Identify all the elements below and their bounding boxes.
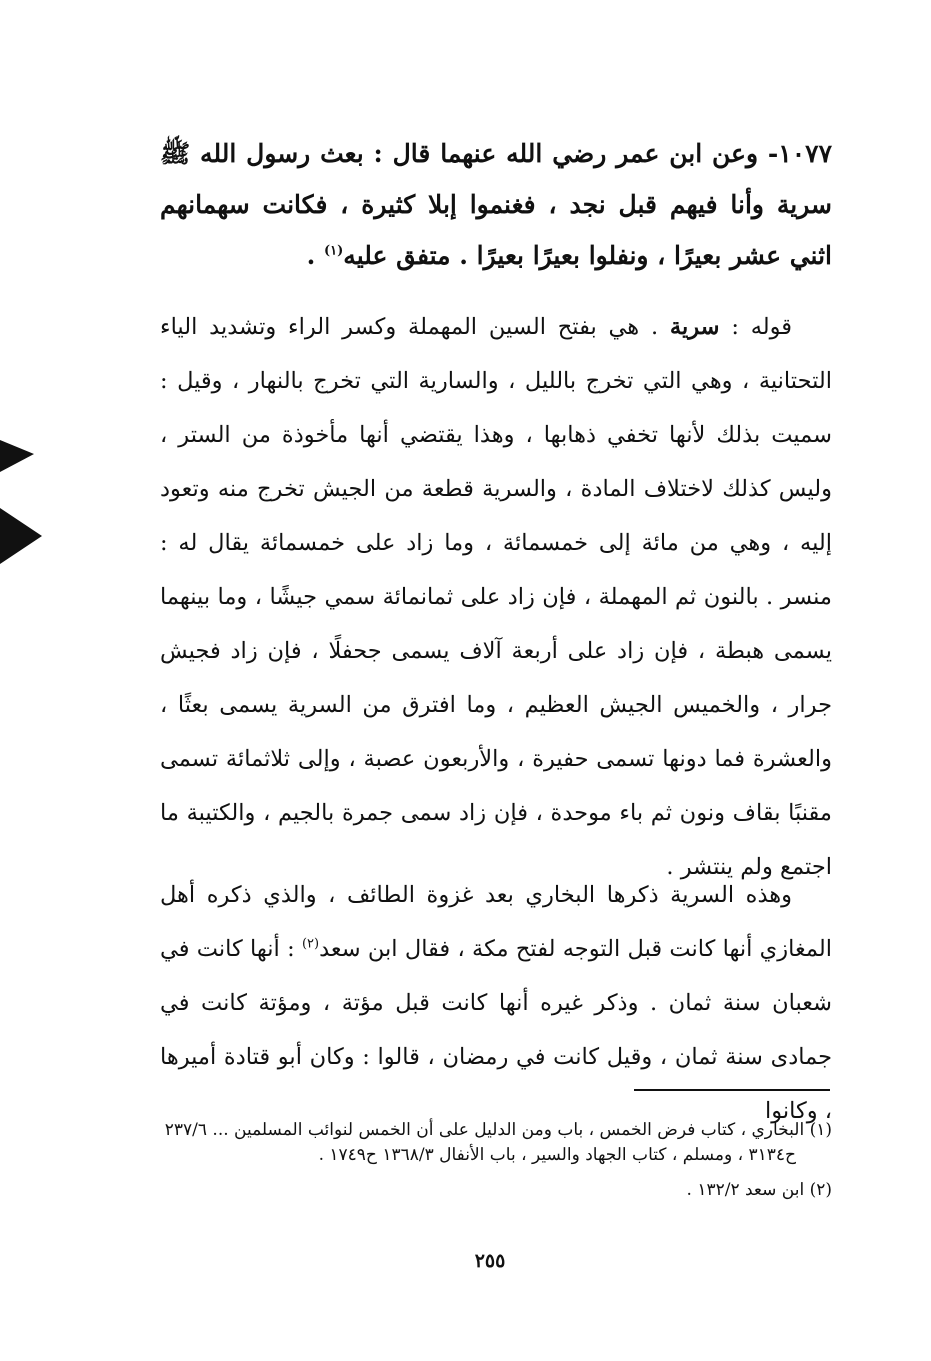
- commentary-text-1: . هي بفتح السين المهملة وكسر الراء وتشديد الياء التحتانية ، وهي التي تخرج بالليل ، والسارية التي تخرج بالنهار ، وقيل : سميت بذلك لأنها تخفي ذهابها ، وهذا يقتضي أنها مأخوذة من الستر ، وليس كذلك لاختلاف المادة ، والسرية قطعة من الجيش تخرج منه وتعود إليه ، وهي من مائة إلى خمسمائة ، وما زاد على خمسمائة يقال له : منسر . بالنون ثم المهملة ، فإن زاد على ثمانمائة سمي جيشًا ، وما بينهما يسمى هبطة ، فإن زاد على أربعة آلاف يسمى جحفلًا ، فإن زاد فجيش جرار ، والخميس الجيش العظيم ، وما افترق من السرية يسمى بعثًا ، والعشرة فما دونها تسمى حفيرة ، والأربعون عصبة ، وإلى ثلاثمائة تسمى مقنبًا بقاف ونون ثم باء موحدة ، فإن زاد سمى جمرة بالجيم ، والكتيبة ما اجتمع ولم ينتشر .: [160, 314, 832, 880]
- footnote-1-line-2: ح٣١٣٤ ، ومسلم ، كتاب الجهاد والسير ، باب الأنفال ١٣٦٨/٣ ح١٧٤٩ .: [318, 1145, 796, 1165]
- page-number: ٢٥٥: [474, 1250, 506, 1272]
- hadith-text: [160, 128, 832, 281]
- footnote-1: [160, 1118, 832, 1168]
- commentary-text-2b: : أنها كانت في شعبان سنة ثمان . وذكر غيره أنها كانت قبل مؤتة ، ومؤتة كانت في جمادى سنة ثمان ، وقيل كانت في رمضان ، قالوا : وكان أبو قتادة أميرها ، وكانوا: [160, 936, 832, 1124]
- page-edge-tab-icon: [0, 440, 34, 472]
- commentary-paragraph-1: [160, 300, 832, 894]
- hadith-end: .: [306, 241, 324, 270]
- footnote-1-line-1: (١) البخاري ، كتاب فرض الخمس ، باب ومن الدليل على أن الخمس لنوائب المسلمين ... ٢٣٧/٦: [164, 1120, 832, 1140]
- page-edge-arrow-icon: [0, 508, 42, 564]
- footnote-marker-2: (٢): [301, 936, 320, 952]
- footnote-marker-1: (١): [324, 243, 344, 259]
- footnote-separator: [634, 1089, 830, 1091]
- commentary-paragraph-2: [160, 868, 832, 1138]
- commentary-term: سرية: [669, 314, 720, 340]
- footnotes: [160, 1118, 832, 1213]
- commentary-lead: قوله :: [719, 314, 793, 340]
- footnote-2: (٢) ابن سعد ١٣٢/٢ .: [686, 1180, 832, 1200]
- hadith-body: ١٠٧٧- وعن ابن عمر رضي الله عنهما قال : بعث رسول الله ﷺ سرية وأنا فيهم قبل نجد ، فغنموا إبلا كثيرة ، فكانت سهمانهم اثني عشر بعيرًا ، ونفلوا بعيرًا بعيرًا . متفق عليه: [160, 139, 832, 270]
- commentary-text-2a: وهذه السرية ذكرها البخاري بعد غزوة الطائف ، والذي ذكره أهل المغازي أنها كانت قبل التوجه لفتح مكة ، فقال ابن سعد: [160, 882, 832, 962]
